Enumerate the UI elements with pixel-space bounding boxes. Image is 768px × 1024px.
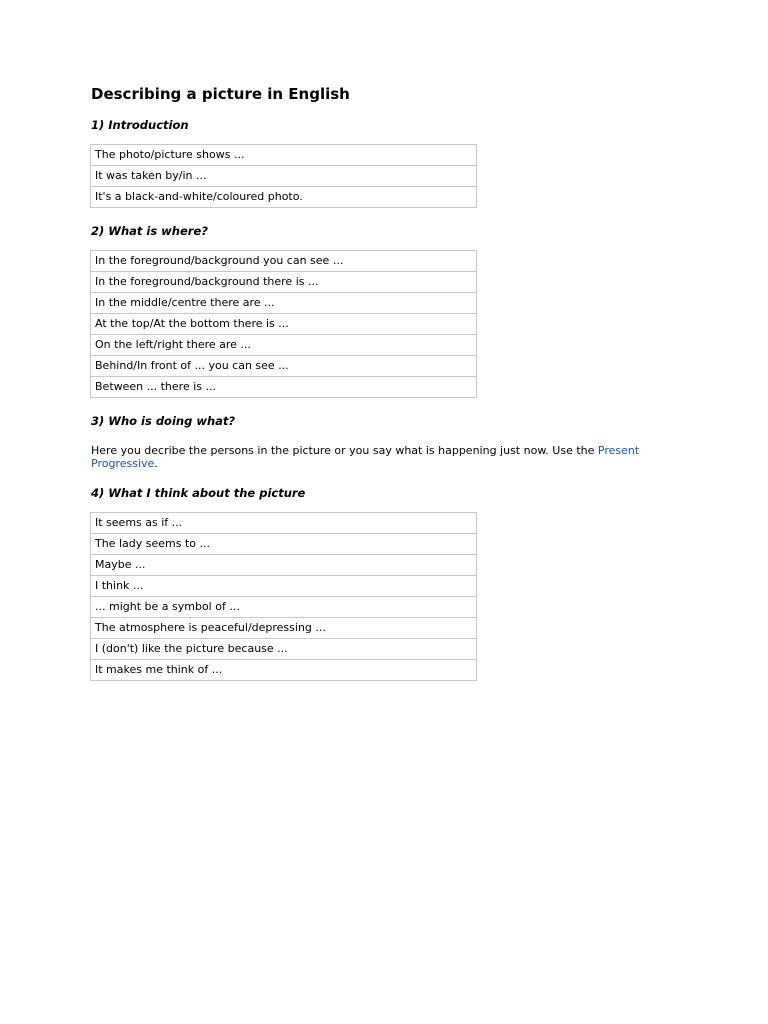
table-row — [91, 187, 477, 208]
phrase-table-what-is-where — [90, 250, 477, 398]
section-heading: 1) Introduction — [91, 118, 189, 132]
table-cell: I think ... — [91, 576, 477, 597]
section-heading: 2) What is where? — [91, 224, 208, 238]
table-cell: I (don't) like the picture because ... — [91, 639, 477, 660]
table-cell: In the middle/centre there are ... — [91, 293, 477, 314]
table-cell: It seems as if ... — [91, 513, 477, 534]
table-cell: In the foreground/background there is ... — [91, 272, 477, 293]
section-introduction — [91, 118, 691, 208]
table-cell: It makes me think of ... — [91, 660, 477, 681]
table-row — [91, 293, 477, 314]
table-cell: On the left/right there are ... — [91, 335, 477, 356]
document-page — [91, 84, 691, 681]
paragraph-tail: . — [154, 456, 158, 470]
table-row — [91, 145, 477, 166]
table-row — [91, 251, 477, 272]
table-row — [91, 534, 477, 555]
paragraph-text: Here you decribe the persons in the picture or you say what is happening just now. Use the — [91, 444, 598, 457]
table-row — [91, 356, 477, 377]
phrase-table-introduction — [90, 144, 477, 208]
table-row — [91, 660, 477, 681]
table-cell: Maybe ... — [91, 555, 477, 576]
table-row — [91, 377, 477, 398]
phrase-table-what-i-think — [90, 512, 477, 681]
table-row — [91, 597, 477, 618]
table-row — [91, 166, 477, 187]
section-heading: 3) Who is doing what? — [91, 414, 236, 428]
table-cell: The atmosphere is peaceful/depressing ... — [91, 618, 477, 639]
table-row — [91, 513, 477, 534]
document-title: Describing a picture in English — [91, 85, 350, 103]
table-cell: Between ... there is ... — [91, 377, 477, 398]
table-cell: ... might be a symbol of ... — [91, 597, 477, 618]
table-cell: The lady seems to ... — [91, 534, 477, 555]
table-row — [91, 335, 477, 356]
table-cell: It was taken by/in ... — [91, 166, 477, 187]
section-what-is-where — [91, 224, 691, 398]
present-progressive-link[interactable]: Present Progressive — [91, 444, 640, 470]
table-cell: At the top/At the bottom there is ... — [91, 314, 477, 335]
table-row — [91, 272, 477, 293]
table-cell: In the foreground/background you can see ... — [91, 251, 477, 272]
table-cell: It's a black-and-white/coloured photo. — [91, 187, 477, 208]
table-row — [91, 555, 477, 576]
section-what-i-think — [91, 486, 691, 681]
instruction-paragraph — [91, 445, 681, 470]
table-row — [91, 618, 477, 639]
table-row — [91, 576, 477, 597]
table-cell: The photo/picture shows ... — [91, 145, 477, 166]
section-who-is-doing-what — [91, 414, 691, 470]
table-cell: Behind/In front of ... you can see ... — [91, 356, 477, 377]
table-row — [91, 314, 477, 335]
table-row — [91, 639, 477, 660]
section-heading: 4) What I think about the picture — [91, 486, 306, 500]
